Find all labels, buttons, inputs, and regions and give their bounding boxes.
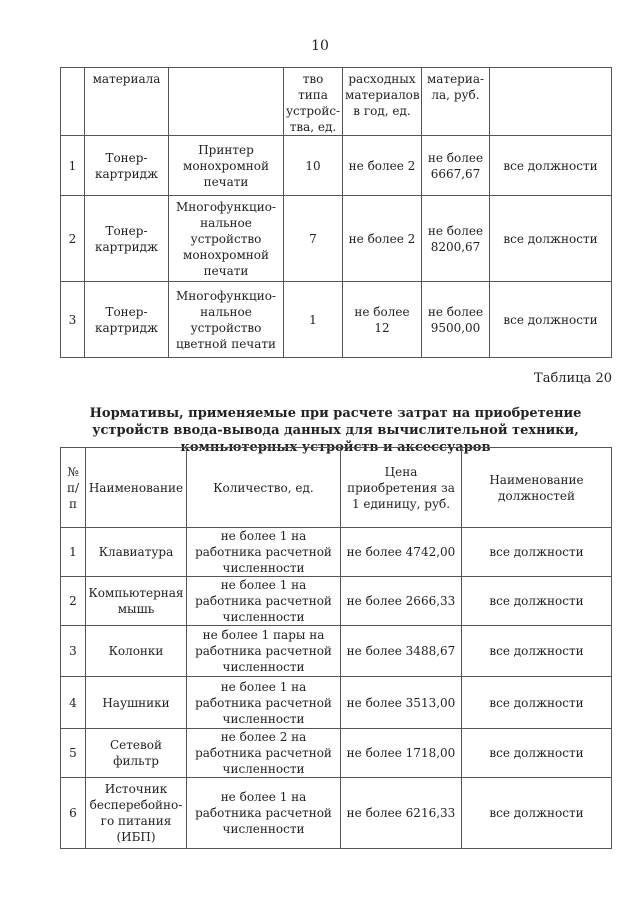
table-cell: 7 xyxy=(284,196,343,282)
table-cell: не более 4742,00 xyxy=(341,528,462,577)
header-cell: Количество, ед. xyxy=(187,448,341,528)
table-cell: не более 2 xyxy=(343,136,422,196)
table-cell: 1 xyxy=(61,528,86,577)
table-row xyxy=(61,196,612,282)
table-cell: Тонер-картридж xyxy=(85,196,169,282)
table-cell: Компьютерная мышь xyxy=(86,577,187,626)
table-cell: все должности xyxy=(490,282,612,358)
table-cell: 1 xyxy=(284,282,343,358)
table-label: Таблица 20 xyxy=(534,371,612,386)
table-cell: Тонер-картридж xyxy=(85,136,169,196)
table-cell: все должности xyxy=(462,677,612,729)
table-row xyxy=(61,677,612,729)
table-19-continuation xyxy=(60,67,612,358)
table-cell: Колонки xyxy=(86,626,187,677)
table-row xyxy=(61,729,612,778)
table-cell: 5 xyxy=(61,729,86,778)
header-cell xyxy=(490,68,612,136)
table-cell: не более 1 на работника расчетной численности xyxy=(187,778,341,849)
table-cell: не более 1 на работника расчетной численности xyxy=(187,677,341,729)
table-cell: не более 1 на работника расчетной численности xyxy=(187,528,341,577)
header-cell: Наименование xyxy=(86,448,187,528)
table-cell: не более 6216,33 xyxy=(341,778,462,849)
table-cell: не более 9500,00 xyxy=(422,282,490,358)
table-cell: все должности xyxy=(462,778,612,849)
table-cell: Сетевой фильтр xyxy=(86,729,187,778)
table-cell: 3 xyxy=(61,626,86,677)
table-cell: 10 xyxy=(284,136,343,196)
table-row xyxy=(61,282,612,358)
table-cell: 4 xyxy=(61,677,86,729)
table-cell: 2 xyxy=(61,196,85,282)
header-cell: тво типа устройс-тва, ед. xyxy=(284,68,343,136)
table-cell: Наушники xyxy=(86,677,187,729)
table-cell: все должности xyxy=(462,528,612,577)
table-cell: не более 2 xyxy=(343,196,422,282)
header-cell: Наименование должностей xyxy=(462,448,612,528)
table-cell: 3 xyxy=(61,282,85,358)
table-row xyxy=(61,528,612,577)
table-cell: не более 3488,67 xyxy=(341,626,462,677)
table-cell: Принтер монохромной печати xyxy=(169,136,284,196)
header-cell xyxy=(169,68,284,136)
table-cell: не более 12 xyxy=(343,282,422,358)
table-title: Нормативы, применяемые при расчете затрат на приобретение устройств ввода-вывода данных для вычислительной техники, компьютерных устройств и аксессуаров xyxy=(89,406,582,455)
table-cell: все должности xyxy=(462,577,612,626)
table-cell: не более 1718,00 xyxy=(341,729,462,778)
table-cell: Многофункцио-нальное устройство цветной печати xyxy=(169,282,284,358)
header-cell xyxy=(61,68,85,136)
table-cell: Источник бесперебойно-го питания (ИБП) xyxy=(86,778,187,849)
table-cell: не более 3513,00 xyxy=(341,677,462,729)
table-cell: все должности xyxy=(462,626,612,677)
table-cell: все должности xyxy=(462,729,612,778)
table-cell: 1 xyxy=(61,136,85,196)
table-cell: не более 1 на работника расчетной численности xyxy=(187,577,341,626)
table-row xyxy=(61,136,612,196)
header-cell: № п/п xyxy=(61,448,86,528)
table-cell: не более 2666,33 xyxy=(341,577,462,626)
table-cell: Тонер-картридж xyxy=(85,282,169,358)
table-cell: не более 6667,67 xyxy=(422,136,490,196)
header-row xyxy=(61,448,612,528)
table-cell: все должности xyxy=(490,136,612,196)
table-row xyxy=(61,778,612,849)
table-20 xyxy=(60,447,612,849)
header-cell: материала xyxy=(85,68,169,136)
table-row xyxy=(61,626,612,677)
table-cell: Клавиатура xyxy=(86,528,187,577)
table-row xyxy=(61,577,612,626)
header-cell: материа-ла, руб. xyxy=(422,68,490,136)
header-row xyxy=(61,68,612,136)
header-cell: расходных материалов в год, ед. xyxy=(343,68,422,136)
table-cell: все должности xyxy=(490,196,612,282)
table-cell: Многофункцио-нальное устройство монохромной печати xyxy=(169,196,284,282)
table-cell: не более 8200,67 xyxy=(422,196,490,282)
table-cell: не более 2 на работника расчетной численности xyxy=(187,729,341,778)
page-number: 10 xyxy=(311,38,329,54)
table-cell: не более 1 пары на работника расчетной численности xyxy=(187,626,341,677)
header-cell: Цена приобретения за 1 единицу, руб. xyxy=(341,448,462,528)
table-cell: 6 xyxy=(61,778,86,849)
table-cell: 2 xyxy=(61,577,86,626)
